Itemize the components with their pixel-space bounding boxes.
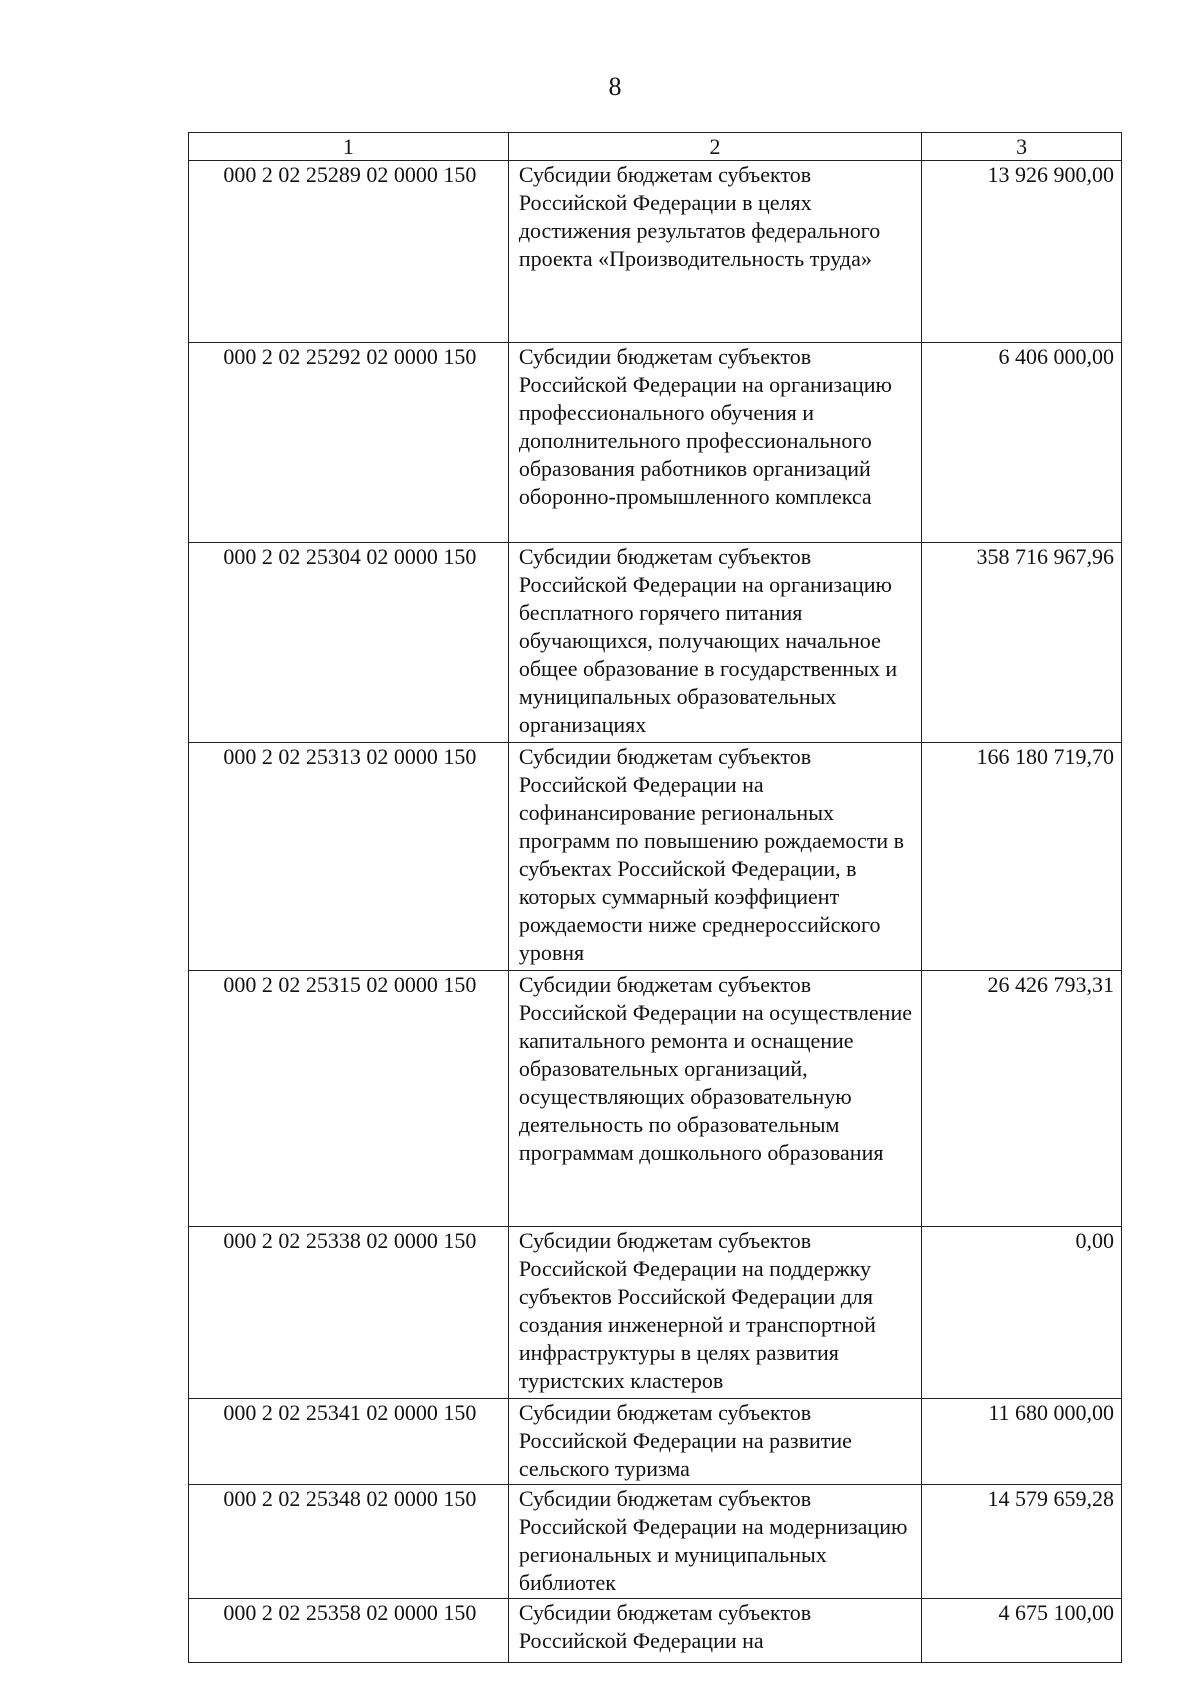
- budget-table: [188, 132, 1122, 1663]
- row-description: Субсидии бюджетам субъектов Российской Федерации на организацию бесплатного горячего питания обучающихся, получающих начальное общее образование в государственных и муниципальных образовательных организациях: [508, 543, 921, 743]
- table-row: [189, 1227, 1122, 1399]
- row-description: Субсидии бюджетам субъектов Российской Федерации на модернизацию региональных и муниципальных библиотек: [508, 1485, 921, 1599]
- row-amount: 11 680 000,00: [922, 1399, 1122, 1485]
- budget-code: 000 2 02 25289 02 0000 150: [189, 161, 509, 343]
- row-amount: 26 426 793,31: [922, 971, 1122, 1227]
- column-header-1: 1: [189, 133, 509, 161]
- table-row: [189, 161, 1122, 343]
- table-row: [189, 743, 1122, 971]
- column-header-2: 2: [508, 133, 921, 161]
- row-amount: 4 675 100,00: [922, 1599, 1122, 1663]
- row-amount: 14 579 659,28: [922, 1485, 1122, 1599]
- page-number: 8: [608, 72, 622, 101]
- row-amount: 358 716 967,96: [922, 543, 1122, 743]
- table-row: [189, 1599, 1122, 1663]
- row-description: Субсидии бюджетам субъектов Российской Федерации на развитие сельского туризма: [508, 1399, 921, 1485]
- row-amount: 13 926 900,00: [922, 161, 1122, 343]
- row-description: Субсидии бюджетам субъектов Российской Федерации на осуществление капитального ремонта и оснащение образовательных организаций, осуществляющих образовательную деятельность по образовательным программам дошкольного образования: [508, 971, 921, 1227]
- row-description: Субсидии бюджетам субъектов Российской Федерации на софинансирование региональных программ по повышению рождаемости в субъектах Российской Федерации, в которых суммарный коэффициент рождаемости ниже среднероссийского уровня: [508, 743, 921, 971]
- budget-code: 000 2 02 25358 02 0000 150: [189, 1599, 509, 1663]
- budget-code: 000 2 02 25313 02 0000 150: [189, 743, 509, 971]
- table-row: [189, 343, 1122, 543]
- table-header-row: [189, 133, 1122, 161]
- column-header-3: 3: [922, 133, 1122, 161]
- row-description: Субсидии бюджетам субъектов Российской Федерации на поддержку субъектов Российской Федерации для создания инженерной и транспортной инфраструктуры в целях развития туристских кластеров: [508, 1227, 921, 1399]
- table-row: [189, 543, 1122, 743]
- row-amount: 6 406 000,00: [922, 343, 1122, 543]
- row-description: Субсидии бюджетам субъектов Российской Федерации на: [508, 1599, 921, 1663]
- budget-code: 000 2 02 25348 02 0000 150: [189, 1485, 509, 1599]
- budget-code: 000 2 02 25315 02 0000 150: [189, 971, 509, 1227]
- table-row: [189, 1485, 1122, 1599]
- row-amount: 166 180 719,70: [922, 743, 1122, 971]
- budget-code: 000 2 02 25304 02 0000 150: [189, 543, 509, 743]
- row-description: Субсидии бюджетам субъектов Российской Федерации в целях достижения результатов федерального проекта «Производительность труда»: [508, 161, 921, 343]
- budget-code: 000 2 02 25341 02 0000 150: [189, 1399, 509, 1485]
- table-row: [189, 1399, 1122, 1485]
- budget-code: 000 2 02 25292 02 0000 150: [189, 343, 509, 543]
- row-amount: 0,00: [922, 1227, 1122, 1399]
- table-row: [189, 971, 1122, 1227]
- budget-code: 000 2 02 25338 02 0000 150: [189, 1227, 509, 1399]
- row-description: Субсидии бюджетам субъектов Российской Федерации на организацию профессионального обучения и дополнительного профессионального образования работников организаций оборонно-промышленного комплекса: [508, 343, 921, 543]
